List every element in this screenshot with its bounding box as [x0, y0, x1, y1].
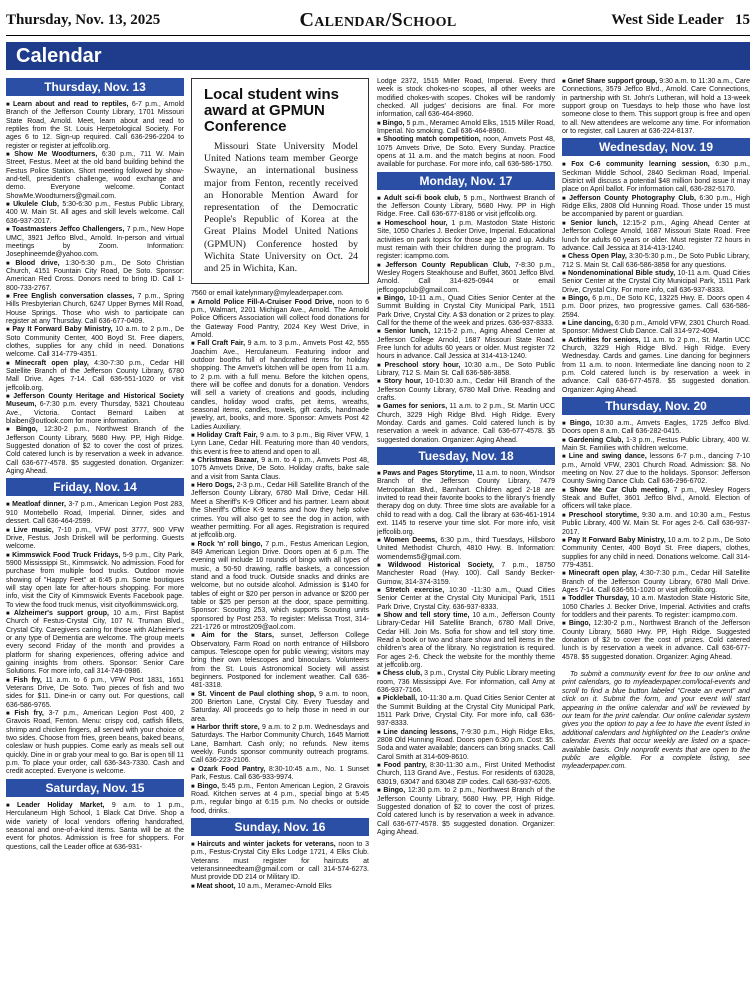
list-sun16 [191, 841, 369, 891]
calendar-entry [6, 293, 184, 326]
entry-title: Bingo, [15, 426, 38, 434]
entry-details: 12:15-2 p.m., Aging Ahead Center at Jefferson College Arnold, 1687 Missouri State Road. Free lunch for adults 60 years or older. Must register 72 hours in advance. Call Jessica at 314-413-1240. [562, 219, 750, 252]
entry-title: Line and swing dance, [568, 453, 647, 461]
entry-title: Line dancing, [567, 319, 613, 327]
calendar-entry [562, 595, 750, 620]
entry-title: Fish fry, [14, 710, 44, 718]
calendar-entry [191, 883, 369, 891]
calendar-entry [191, 432, 369, 457]
entry-title: Homeschool hour, [384, 219, 448, 227]
day-header-fri14: Friday, Nov. 14 [6, 478, 184, 496]
entry-details: 3:30-5:30 p.m., De Soto Public Library, 712 S. Main St. Call 636-586-3858 for any questions. [562, 253, 750, 269]
issue-date: Thursday, Nov. 13, 2025 [6, 12, 161, 28]
entry-title: Minecraft open play, [14, 359, 89, 367]
feature-body: Missouri State University Model United Nations team member George Swayne, an international business major from Fenton, recently received an Honorable Mention Award for representation of the Democratic People's Republic of Korea at the Great Plains Model United Nations (GPMUN) Conference hosted by Wichita State University on Oct. 24 and 25 in Wichita, Kan. [204, 141, 358, 275]
list-sat15-cont [191, 299, 369, 816]
entry-title: Toastmasters Jeffco Challengers, [12, 226, 125, 234]
entry-title: Nondenominational Bible study, [568, 269, 676, 277]
entry-title: Rock 'n' roll bingo, [197, 540, 263, 548]
calendar-entry [191, 541, 369, 633]
paper-name-page [611, 12, 750, 29]
entry-details: 12:15-2 p.m., Aging Ahead Center at Jefferson College Arnold, 1687 Missouri State Road. Free lunch for adults 60 years or older. Must register 72 hours in advance. Call Jessica at 314-413-1240. [377, 328, 555, 361]
calendar-entry [191, 632, 369, 690]
list-thu13 [6, 101, 184, 476]
header-rule [6, 35, 750, 36]
calendar-entry [377, 403, 555, 445]
calendar-entry [191, 841, 369, 883]
entry-title: Activities for seniors, [568, 336, 641, 344]
entry-title: Bingo, [568, 294, 590, 302]
entry-title: Preschool story hour, [384, 361, 461, 369]
entry-title: Show Me Woodturners, [14, 151, 98, 159]
entry-details: 3 p.m., Crystal City Public Library meeting room, 736 Mississippi Ave. For information, call Amy at 636-937-7166. [377, 670, 555, 695]
entry-title: Grief Share support group, [567, 78, 658, 85]
entry-title: Haircuts and winter jackets for veterans, [197, 840, 336, 848]
entry-title: Bingo, [383, 294, 406, 302]
calendar-entry [6, 326, 184, 359]
day-header-sun16: Sunday, Nov. 16 [191, 818, 369, 836]
col3-intro: Lodge 2372, 1515 Miller Road, Imperial. Every third week is stock chokes-no scopes, all other weeks are modified chokes-with scopes. Chokes will be randomly checked. All judges' decisions are final. For more information, call 636-464-8960. [377, 78, 555, 119]
calendar-entry [377, 120, 555, 137]
list-fri14 [6, 501, 184, 776]
day-header-thu20: Thursday, Nov. 20 [562, 397, 750, 415]
calendar-entry [6, 260, 184, 293]
entry-details: 10:30 a.m., Amvets Eagles, 1725 Jeffco Blvd. Doors open 8 a.m. Call 636-282-0415. [562, 420, 750, 436]
calendar-entry [562, 570, 750, 595]
entry-title: Chess club, [382, 670, 423, 678]
calendar-entry [191, 299, 369, 341]
entry-details: 12:30-2 p.m., Northwest Branch of the Jefferson County Library, 5680 Hwy. PP, High Ridge. Suggested donation of $2 to cover the cost of prizes. Cold catered lunch is by reservation a week in advance. Call 636-677-4578. $5 suggested donation. Organizer: Aging Ahead. [562, 620, 750, 661]
entry-details: 2-3 p.m., Cedar Hill Satellite Branch of the Jefferson County Library, 6780 Mall Drive, Cedar Hill. Meet a Sheriff's K-9 Officer and his partner. Learn about the Sheriff's Office K-9 teams and how they help solve crimes. You will also get to see the dog in action, with weather permitting. For all ages. Registration is required at jeffcolib.org. [191, 482, 369, 540]
list-mon17 [377, 195, 555, 445]
entry-title: Meatloaf dinner, [12, 501, 66, 509]
entry-details: 5 p.m., Northwest Branch of the Jefferson County Library, 5680 Hwy. PP in High Ridge. Free. Call 636-677-8186 or visit jeffcolib.org. [377, 194, 555, 219]
entry-details: 11 a.m. to noon, Windsor Branch of the Jefferson County Library, 7479 Metropolitan Blvd., Barnhart. Children aged 2-18 are invited to read their favorite books to the library's friendly therapy dog on duty. Three time slots are available for a child to read with a dog. Call the library at 636-461-1914 ext. 1145 to reserve your time slot. For more info, visit jeffcolib.org. [377, 470, 555, 536]
list-sun16-cont [377, 120, 555, 170]
calendar-entry [562, 537, 750, 570]
entry-details: 10 a.m., First Baptist Church of Festus-Crystal City, 107 N. Truman Blvd., Crystal City. Caregivers caring for those with Alzheimer's or any type of Dementia are welcome. The group meets every second Friday of the month and provides a platform for sharing experiences, offering advice and gaining insights from others. Sponsor: Senior Care Solutions. For more info, call 314-749-0986. [6, 609, 184, 676]
column-4 [562, 78, 750, 978]
calendar-entry [377, 470, 555, 537]
entry-title: Minecraft open play, [568, 570, 638, 578]
calendar-entry [191, 482, 369, 540]
entry-details: 6:30 p.m., Arnold VFW, 2301 Church Road. Sponsor: Midwest Club Dance. Call 314-972-4094. [562, 319, 750, 336]
entry-title: Fall Craft Fair, [197, 340, 246, 348]
entry-title: Fish fry, [13, 676, 42, 684]
entry-details: 10 a.m. Mastodon State Historic Site, 1050 Charles J. Becker Drive, Imperial. Activities and crafts for toddlers and their parents. To register: icampmo.com. [562, 595, 750, 619]
calendar-entry [562, 78, 750, 136]
calendar-entry [377, 612, 555, 670]
calendar-entry [562, 295, 750, 320]
entry-title: Harbor thrift store, [197, 724, 260, 732]
calendar-entry [6, 101, 184, 151]
calendar-entry [377, 195, 555, 220]
entry-title: Bingo, [568, 620, 591, 628]
entry-details: 7 p.m., 18750 Manchester Road (Hwy. 100). Call Sandy Becker-Gurnow, 314-374-3159. [377, 561, 555, 586]
entry-details: 10 a.m., Jefferson County Library-Cedar Hill Satellite Branch, 6780 Mall Drive, Cedar Hill. Join Ms. Sofia for show and tell story time. Read a book or two and share show and tell items in the children's area of the library. No registration is required. For ages 2-6. Check the website for the monthly theme at jeffcolib.org. [377, 611, 555, 669]
page-number: 15 [735, 12, 750, 28]
column-3 [377, 78, 555, 978]
list-tue18 [377, 470, 555, 837]
entry-details: 3-7 p.m., American Legion Post 400, 2 Gravois Road, Fenton. Menu: crispy cod, catfish fillets, shrimp and chicken fingers, all served with your choice of two sides. Choose from fries, green beans, baked beans, coleslaw or hush puppies. Come early as meals sell out quickly. Dine in or grab your meal to go. Bar is open till 11 p.m. To place your order, call 636-343-7330. Cash and credit accepted. Everyone is welcome. [6, 710, 184, 776]
calendar-entry [6, 426, 184, 476]
page-header [6, 8, 750, 34]
entry-details: 9 a.m. to 3 p.m., Amvets Post 42, 555 Joachim Ave., Herculaneum. Featuring indoor and outdoor booths full of handcrafted items for holiday shopping. The Amvet's kitchen will be open from 11 a.m. to 2 p.m. with a full menu. Before the kitchen opens, there will be coffee and donuts for a donation. Vendors will sell a variety of creations and goods, including candles, holiday wood crafts, pet items, wreaths, seasonal items, candles, towels, gift cards, handmade jewelry, art, books, and more. Sponsor: Amvets Post 42 Ladies Auxiliary. [191, 340, 369, 431]
entry-details: 7-10 p.m., VFW post 3777, 900 VFW Drive, Festus. Josh Driskell will be performing. Guests welcome. [6, 526, 184, 551]
calendar-entry [377, 762, 555, 787]
calendar-entry [6, 552, 184, 610]
day-header-sat15: Saturday, Nov. 15 [6, 779, 184, 797]
feature-box [191, 78, 369, 284]
entry-title: Blood drive, [15, 259, 60, 267]
entry-details: 6-7:30 p.m. every Thursday, 5321 Chouteau Ave., Victoria. Contact Bernard Laiben at blaiben@outlook.com for more information. [6, 401, 184, 426]
calendar-entry [562, 437, 750, 454]
entry-details: 4:30-7:30 p.m., Cedar Hill Satellite Branch of the Jefferson County Library, 6780 Mall Drive. Ages 7-14. Call 636-551-1020 or visit jeffcolib.org. [562, 570, 750, 594]
entry-title: Alzheimer's support group, [13, 609, 109, 617]
calendar-entry [6, 360, 184, 393]
entry-title: Jefferson County Photography Club, [569, 194, 696, 202]
entry-title: Line dancing lessons, [383, 728, 459, 736]
calendar-entry [377, 562, 555, 587]
calendar-entry [6, 393, 184, 426]
entry-details: 8:30-11:30 a.m., First United Methodist Church, 113 Grand Ave., Festus. For residents of 63028, 63019, 63047 and 63048 ZIP codes. Call 636-937-6205. [377, 762, 555, 786]
entry-details: 12:30-2 p.m., Northwest Branch of the Jefferson County Library, 5680 Hwy. PP, High Ridge. Suggested donation of $2 to cover the cost of prizes. Cold catered lunch is by reservation a week in advance. Call 636-677-4578. $5 suggested donation. Organizer: Aging Ahead. [6, 426, 184, 476]
entry-details: 3-7 p.m., American Legion Post 283, 910 Montebello Road, Imperial. Dinner, sides and dessert. Call 636-464-2599. [6, 501, 184, 526]
calendar-entry [6, 226, 184, 259]
day-header-thu13: Thursday, Nov. 13 [6, 78, 184, 96]
entry-details: 10-10:30 a.m., Cedar Hill Branch of the Jefferson County Library, 6780 Mall Drive. Reading and crafts. [377, 378, 555, 403]
entry-title: Holiday Craft Fair, [197, 432, 258, 440]
entry-title: Shooting match competition, [383, 136, 481, 144]
calendar-entry [562, 487, 750, 512]
entry-details: 10:30 a.m., De Soto Public Library, 712 S. Main St. Call 636-586-3858. [377, 361, 555, 377]
calendar-entry [562, 220, 750, 253]
entry-title: Senior lunch, [384, 328, 431, 336]
entry-title: Wildwood Historical Society, [388, 561, 494, 569]
column-1 [6, 78, 184, 978]
entry-title: Show Me Car Club meeting, [569, 486, 670, 494]
day-header-mon17: Monday, Nov. 17 [377, 172, 555, 190]
entry-title: Paws and Pages Storytime, [382, 470, 475, 478]
entry-details: 10-11 a.m. Quad Cities Senior Center at the Crystal City Municipal Park, 1511 Park Drive, Crystal City. For more info, call 636-937-8333. [562, 269, 750, 294]
entry-title: Bingo, [197, 782, 220, 790]
entry-title: Live music, [13, 526, 54, 534]
entry-title: Story hour, [383, 378, 423, 386]
entry-details: 10:30 -11:30 a.m., Quad Cities Senior Center at the Crystal City Municipal Park, 1511 Park Drive, Crystal City. 636-937-8333. [377, 586, 555, 611]
entry-title: Christmas Bazaar, [197, 457, 259, 465]
entry-title: Toddler Thursday, [568, 595, 629, 603]
entry-details: 9 a.m. to 3 p.m., Big River VFW, 1 Lynn Lane, Cedar Hill. Featuring more than 40 vendors, this event is free to attend and open to all. [191, 432, 369, 456]
entry-details: noon to 3 p.m., Festus-Crystal City Elks Lodge 1721, 4 Elks Club. Veterans must register for haircuts at veteransinneedteam@gmail.com or call 314-574-6273. Must provide DD 214 or Military ID. [191, 840, 369, 882]
calendar-entry [377, 537, 555, 562]
calendar-entry [6, 501, 184, 526]
calendar-entry [377, 729, 555, 762]
calendar-entry [377, 220, 555, 262]
calendar-entry [6, 677, 184, 710]
entry-details: 9 a.m. to noon, 200 Brierton Lane, Crystal City. Every Tuesday and Saturday. All proceeds go to help those in need in our area. [191, 690, 369, 723]
calendar-banner: Calendar [6, 42, 750, 70]
calendar-entry [6, 802, 184, 852]
entry-title: Jefferson County Heritage and Historical Society Museum, [6, 393, 184, 409]
entry-details: 11 a.m. to 6 p.m., VFW Post 1831, 1651 Veterans Drive, De Soto. Two pieces of fish and two sides for $11. Dine-in or carry out. For questions, call 636-586-9765. [6, 676, 184, 709]
entry-title: Fox C-6 community learning session, [571, 161, 710, 169]
entry-title: Adult sci-fi book club, [383, 194, 461, 202]
calendar-entry [377, 587, 555, 612]
entry-title: Gardening Club, [568, 436, 624, 444]
calendar-entry [377, 262, 555, 295]
entry-details: 7-9:30 p.m., High Ridge Elks, 2808 Old Hunning Road. Doors open 6:30 p.m. Cost: $5. Soda and water available; dancers can bring snacks. Call Carol Smith at 314-609-8610. [377, 728, 555, 761]
entry-details: 10-11:30 a.m. Quad Cities Senior Center at the Summit Building at the Crystal City Municipal Park, 1511 Park Drive, Crystal City. For more info, call 636-937-8333. [377, 695, 555, 728]
calendar-entry [377, 295, 555, 328]
entry-details: 9:30 a.m. to 11:30 a.m., Care Connections, 3579 Jeffco Blvd., Arnold. Care Connections, in partnership with St. John's Lutheran, will hold a 13-week support group on Tuesdays to help those who have lost someone close to them. This support group is free and open to all. New attendees are welcome any time. For information or to register, call Lauren at 636-224-8137. [562, 78, 750, 136]
calendar-entry [377, 136, 555, 169]
calendar-entry [377, 328, 555, 361]
entry-title: St. Vincent de Paul clothing shop, [197, 690, 316, 698]
list-wed19 [562, 161, 750, 395]
entry-details: 5 p.m., Meramec Arnold Elks, 1515 Miller Road, Imperial. No smoking. Call 636-464-8960. [377, 119, 555, 136]
calendar-entry [191, 457, 369, 482]
calendar-entry [562, 320, 750, 337]
calendar-entry [562, 337, 750, 395]
entry-details: 7 p.m., Festus American Legion, 849 American Legion Drive. Doors open at 6 p.m. The evening will include 10 rounds of bingo with all types of music, a 50-50 drawing, raffle baskets, a concession stand and a food truck. Outside snacks and drinks are welcome, but no outside alcohol. Admission is $140 for tables of eight or $20 per person in advance or $200 per table or $25 per person at the door, space permitting. Sponsor: Scouting 253, which supports Scouting units sponsored by Post 253. To register: Melissa Trost, 314-221-1726 or mtrost209@aol.com. [191, 540, 369, 631]
list-tue18-cont [562, 78, 750, 136]
entry-title: Arnold Police Fill-A-Cruiser Food Drive, [197, 298, 335, 306]
calendar-entry [377, 378, 555, 403]
calendar-entry [6, 151, 184, 201]
calendar-entry [6, 527, 184, 552]
calendar-entry [562, 195, 750, 220]
entry-title: Preschool storytime, [568, 511, 639, 519]
entry-details: 9 a.m. to 1 p.m., Herculaneum High School, 1 Black Cat Drive. Shop a wide variety of local vendors offering handcrafted, seasonal and one-of-a-kind items. Santa will be at the event for photos. Admission is free for shoppers. For questions, call the Leader office at 636-931- [6, 801, 184, 851]
entry-details: 10-11 a.m., Quad Cities Senior Center at the Summit Building in Crystal City Municipal Park, 1511 Park Drive, Crystal City. A $3 donation or 2 prizes to play. Call for the theme of the week and prizes. 636-937-8333. [377, 294, 555, 327]
day-header-tue18: Tuesday, Nov. 18 [377, 447, 555, 465]
calendar-entry [191, 691, 369, 724]
entry-title: Senior lunch, [570, 219, 618, 227]
entry-details: 1:30-5:30 p.m., De Soto Christian Church, 4151 Fountain City Road, De Soto. Sponsor: American Red Cross. Donors need to bring ID. Call 1-800-733-2767. [6, 259, 184, 292]
entry-title: Show and tell story time, [383, 611, 470, 619]
entry-details: 6:30 p.m., 711 W. Main Street, Festus. Meet at the old band building behind the Festus Police Station. Short meeting followed by show-and-tell, president's challenge, wood exchange and demo. Everyone welcome. Contact ShowMe.Woodturners@gmail.com. [6, 151, 184, 200]
calendar-entry [562, 270, 750, 295]
entry-details: 6 p.m., De Soto KC, 13225 Hwy. E. Doors open 4 p.m. Door prizes, two progressive games. Call 636-586-2594. [562, 294, 750, 319]
entry-details: 11 a.m. to 2 p.m., St. Martin UCC Church, 3229 High Ridge Blvd. High Ridge. Every Monday. Cards and games. Cold catered lunch is by reservation a week in advance. Call 636-677-4578. $5 suggested donation. Organizer: Aging Ahead. [377, 403, 555, 444]
entry-details: 7 p.m., New Hope UMC, 3921 Jeffco Blvd., Arnold. In-person and virtual meetings by Zoom. Information: Josephineemde@yahoo.com. [6, 226, 184, 259]
entry-details: 5:45 p.m., Fenton American Legion, 2 Gravois Road. Kitchen serves at 4 p.m., special bingo at 5:45 p.m., regular bingo at 6:15 p.m. No checks or outside food, drinks. [191, 782, 369, 815]
calendar-entry [377, 670, 555, 695]
entry-title: Bingo, [569, 420, 592, 428]
entry-details: 6:30 p.m., third Tuesdays, Hillsboro United Methodist Church, 4810 Hwy. B. Information: womendems5@gmail.com. [377, 536, 555, 561]
calendar-entry [191, 766, 369, 783]
entry-details: 9:30 a.m. and 10:30 a.m., Festus Public Library, 400 W. Main St. For ages 2-6. Call 636-937-2017. [562, 511, 750, 536]
entry-title: Kimmswick Food Truck Fridays, [12, 551, 121, 559]
calendar-entry [191, 783, 369, 816]
entry-details: 1 p.m. Mastodon State Historic Site, 1050 Charles J. Becker Drive, Imperial. Educational activities on park topics for those age 10 and up. Adults must remain with their children during the program. To register: icampmo.com. [377, 219, 555, 261]
entry-title: Ozark Food Pantry, [198, 765, 266, 773]
entry-details: 5:30-6:30 p.m., Festus Public Library, 400 W. Main St. All ages and skill levels welcome. Call 636-937-2017. [6, 201, 184, 225]
entry-details: 10 a.m. to 2 p.m., De Soto Community Center, 400 Boyd St. Free diapers, clothes, supplies for any child in need. Donations welcome. Call 314-779-4351. [562, 536, 750, 569]
entry-title: Ukulele Club, [13, 201, 59, 209]
entry-title: Aim for the Stars, [201, 632, 274, 640]
calendar-entry [562, 620, 750, 662]
entry-title: Bingo, [382, 119, 405, 127]
list-thu20 [562, 420, 750, 662]
calendar-entry [562, 512, 750, 537]
calendar-entry [562, 161, 750, 194]
entry-details: 7-8:30 p.m., Wesley Rogers Steakhouse and Buffet, 3601 Jeffco Blvd. Arnold. Call 314-825-0944 or email jeffcogopclub@gmail.com. [377, 261, 555, 294]
entry-details: 4:30-7:30 p.m., Cedar Hill Satellite Branch of the Jefferson County Library, 6780 Mall Drive. Ages 7-14. Call 636-551-1020 or visit jeffcolib.org. [6, 359, 184, 392]
entry-title: Pay It Forward Baby Ministry, [567, 536, 666, 544]
entry-details: 12:30 p.m. to 2 p.m., Northwest Branch of the Jefferson County Library, 5680 Hwy. PP, High Ridge. Suggested donation of $2 to cover the cost of prizes. Cold catered lunch is by reservation a week in advance. Call 636-677-4578. $5 suggested donation. Organizer: Aging Ahead. [377, 787, 555, 836]
calendar-entry [377, 787, 555, 837]
entry-details: 6-7 p.m., Arnold Branch of the Jefferson County Library, 1701 Missouri State Road, Arnold. Meet, learn about and read to reptiles from the St. Louis Herpetological Society. For ages 6 to 12. Sign-up required. Call 636-296-2204 to register or register at jeffcolib.org. [6, 101, 184, 150]
entry-details: 6:30 p.m., High Ridge Elks, 2808 Old Hunning Road. Those under 15 must be accompanied by parent or guardian. [562, 194, 750, 219]
entry-details: 5-9 p.m., City Park, 5900 Mississippi St., Kimmswick. No admission. Food for purchase from multiple food trucks. Outdoor movie showing of "Happy Feet" at 6:45 p.m. Some boutiques will stay open late for after-hours shopping. For more info, visit the City of Kimmswick Events Facebook page. To view the food truck menus, visit cityofkimmswick.org. [6, 551, 184, 609]
entry-details: 1-3 p.m., Festus Public Library, 400 W. Main St. Families with children welcome. [562, 436, 750, 453]
entry-details: 9 a.m. to 2 p.m. Wednesdays and Saturdays. The Harbor Community Church, 1645 Marriott Lane, Barnhart. Cash only; no refunds. New items weekly. Funds sponsor community outreach programs. Call 636-223-2106. [191, 724, 369, 765]
calendar-entry [6, 610, 184, 677]
calendar-entry [377, 695, 555, 728]
entry-details: 10 a.m. to 2 p.m., De Soto Community Center, 400 Boyd St. Free diapers, clothes, supplies for any child in need. Donations welcome. Call 314-779-4351. [6, 326, 184, 359]
submission-note: To submit a community event for free to our online and print calendars, go to myleaderpaper.com/local-events and scroll to find a blue button labeled "Create an event" and click on it. Submit the form, and your event will start appearing in the online calendar and will be reviewed by our team for the print calendar. Our online calendar system gives you the option to pay a fee to have the event listed in additional calendars and highlighted on the Leader's online calendar. Events that occur weekly are listed on a space-available basis. Only nonprofit events that are open to the public are eligible. For a complete listing, see myleaderpaper.com. [562, 670, 750, 771]
entry-title: Stretch exercise, [385, 586, 445, 594]
entry-details: 9 a.m. to 4 p.m., Amvets Post 48, 1075 Amvets Drive, De Soto. Holiday crafts, bake sale and a visit from Santa Claus. [191, 457, 369, 481]
calendar-entry [6, 710, 184, 777]
paper-name: West Side Leader [611, 12, 724, 28]
entry-details: 11 a.m. to 2 p.m., St. Martin UCC Church, 3229 High Ridge Blvd. High Ridge. Every Wednesday. Cards and games. Line dancing for beginners from 11 a.m. to noon. Intermediate line dancing noon to 2 p.m. Cold catered lunch is by reservation a week in advance. Call 636-677-4578. $5 suggested donation. Organizer: Aging Ahead. [562, 336, 750, 394]
entry-title: Jefferson County Republican Club, [385, 261, 511, 269]
entry-title: Games for seniors, [383, 403, 448, 411]
entry-details: sunset, Jefferson College Observatory, Farm Road on north entrance of Hillsboro campus. Telescope open for public viewing; visitors may bring their own telescopes and binoculars. Volunteers from the St. Louis Astronomical Society will assist beginners. Postponed for inclement weather. Call 636-481-3318. [191, 632, 369, 690]
entry-title: Free English conversation classes, [13, 292, 135, 300]
entry-details: 6:30 p.m., Seckman Middle School, 2840 Seckman Road, Imperial. District will discuss a potential $48 million bond issue it may place on April ballot. For information call, 636-282-5170. [562, 161, 750, 194]
entry-title: Meat shoot, [196, 882, 236, 890]
calendar-entry [191, 724, 369, 766]
column-2 [191, 78, 369, 978]
entry-details: noon, Amvets Post 48, 1075 Amvets Drive, De Soto. Every Sunday. Practice opens at 11 a.m. and the match begins at noon. Food available for purchase. For more info, call 636-586-1750. [377, 136, 555, 169]
entry-title: Leader Holiday Market, [17, 801, 105, 809]
section-title: Calendar/School [299, 9, 457, 31]
calendar-entry [562, 453, 750, 486]
entry-details: 7 p.m., Spring Hills Presbyterian Church, 6247 Upper Byrnes Mill Road, House Springs. Those who wish to participate can register at any Thursday. Call 636-677-0409. [6, 292, 184, 325]
entry-title: Pickleball, [382, 695, 418, 703]
calendar-entry [562, 253, 750, 270]
entry-title: Hero Dogs, [196, 482, 235, 490]
entry-title: Food pantry, [383, 762, 427, 770]
entry-title: Pay It Forward Baby Ministry, [12, 326, 113, 334]
entry-title: Women Deems, [383, 536, 438, 544]
entry-title: Learn about and read to reptiles, [13, 101, 129, 108]
entry-details: 7 p.m., Wesley Rogers Steak and Buffet, 3601 Jeffco Blvd., Arnold. Election of officers will take place. [562, 486, 750, 511]
list-sat15 [6, 802, 184, 852]
entry-title: Bingo, [383, 787, 406, 795]
entry-details: lessons 6-7 p.m., dancing 7-10 p.m., Arnold VFW, 2301 Church Road. Admission: $8. No meeting on Nov. 27 due to the holidays. Sponsor: Jefferson County Swing Dance Club. Call 636-296-6702. [562, 453, 750, 486]
col2-intro: 7560 or email katelynmary@myleaderpaper.com. [191, 290, 344, 298]
calendar-entry [562, 420, 750, 437]
entry-details: 8:30-10:45 a.m., No. 1 Sunset Park, Festus. Call 636-933-9974. [191, 765, 369, 782]
calendar-entry [377, 362, 555, 379]
feature-title: Local student wins award at GPMUN Conference [204, 86, 340, 135]
entry-details: noon to 6 p.m., Walmart, 2201 Michigan Ave., Arnold. The Arnold Police Officers Association will collect food donations for the Gateway Food Pantry, 2024 Key West Drive, in Arnold. [191, 298, 369, 339]
day-header-wed19: Wednesday, Nov. 19 [562, 138, 750, 156]
calendar-entry [6, 201, 184, 226]
entry-details: 10 a.m., Meramec-Arnold Elks [235, 882, 332, 890]
calendar-entry [191, 340, 369, 432]
entry-title: Chess Open Play, [567, 253, 627, 261]
